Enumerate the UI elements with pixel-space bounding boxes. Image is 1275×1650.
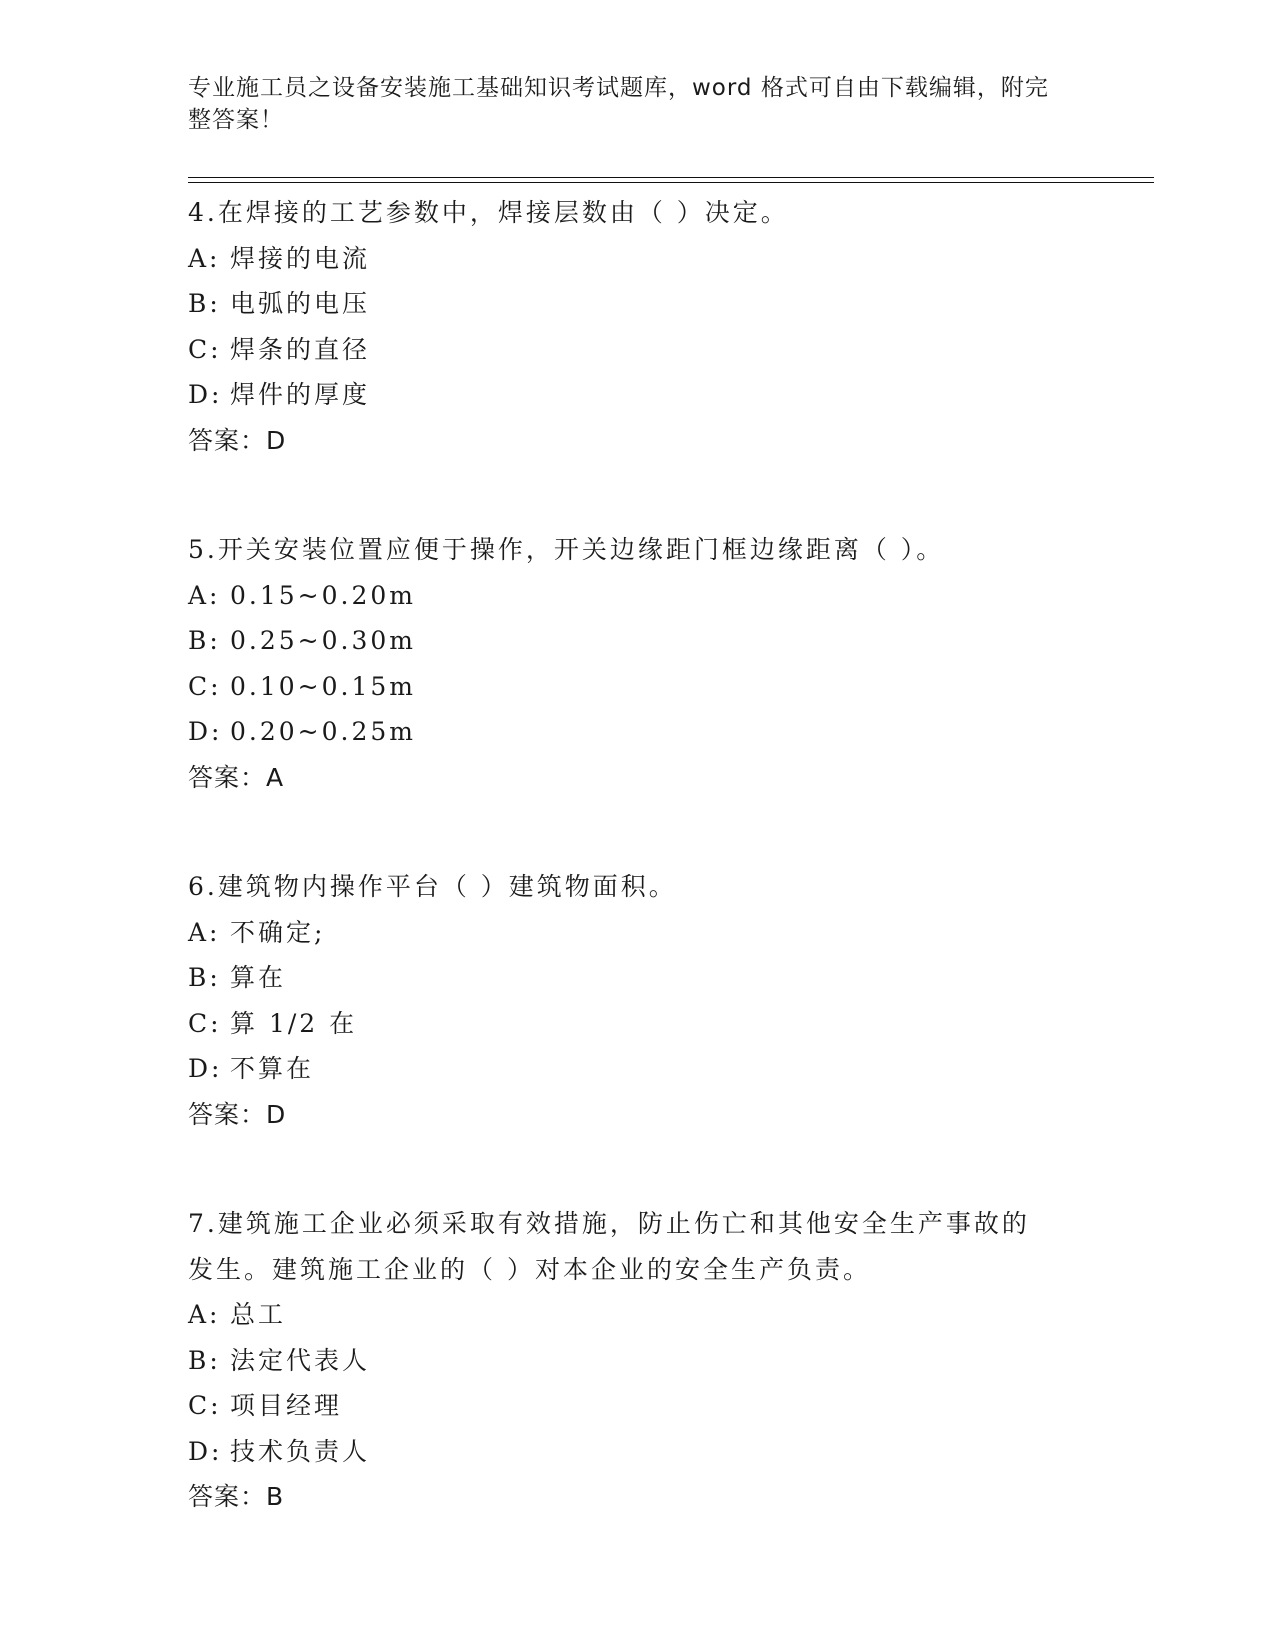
option-key: D:: [188, 1436, 223, 1466]
option-text: 不确定;: [230, 917, 326, 947]
option-key: D:: [188, 380, 223, 409]
option-d: [188, 1429, 1088, 1475]
option-c: [188, 327, 1088, 373]
option-text: 不算在: [230, 1054, 315, 1083]
option-text: 技术负责人: [230, 1436, 371, 1466]
option-key: C:: [188, 1391, 222, 1420]
option-text: 算 1/2 在: [230, 1008, 358, 1038]
answer: 答案：A: [188, 762, 285, 792]
option-key: C:: [188, 671, 222, 701]
option-b: [188, 1338, 1088, 1384]
header-line-2: 整答案！: [188, 107, 284, 133]
option-d: [188, 709, 1088, 755]
header-divider-top: [188, 177, 1154, 178]
option-d: [188, 1046, 1088, 1092]
option-text: 电弧的电压: [230, 289, 371, 318]
question-4: [188, 190, 1088, 463]
option-b: [188, 955, 1088, 1001]
question-stem: [188, 864, 1088, 910]
option-text: 法定代表人: [230, 1345, 371, 1375]
option-text: 焊接的电流: [230, 243, 371, 273]
question-6: [188, 864, 1088, 1137]
question-stem-line: 5.开关安装位置应便于操作，开关边缘距门框边缘距离（ ）。: [188, 535, 945, 564]
option-text: 0.20~0.25m: [230, 717, 416, 746]
option-key: B:: [188, 289, 221, 318]
option-key: A:: [188, 1300, 221, 1329]
option-b: [188, 618, 1088, 664]
option-key: B:: [188, 1345, 221, 1375]
question-stem-line: 发生。建筑施工企业的（ ）对本企业的安全生产负责。: [188, 1254, 871, 1284]
question-list: [188, 190, 1088, 1584]
answer: 答案：D: [188, 1099, 287, 1129]
option-key: A:: [188, 243, 221, 273]
question-stem-line: 7.建筑施工企业必须采取有效措施，防止伤亡和其他安全生产事故的: [188, 1209, 1030, 1238]
answer: 答案：D: [188, 425, 287, 455]
question-5: [188, 527, 1088, 800]
option-key: A:: [188, 917, 221, 947]
option-text: 0.25~0.30m: [230, 626, 416, 655]
question-stem-line: 4.在焊接的工艺参数中，焊接层数由（ ）决定。: [188, 198, 789, 227]
option-key: B:: [188, 626, 221, 655]
option-c: [188, 1383, 1088, 1429]
option-text: 焊件的厚度: [230, 380, 371, 409]
document-header: [188, 72, 1068, 136]
option-a: [188, 910, 1088, 956]
question-stem: [188, 190, 1088, 236]
option-a: [188, 573, 1088, 619]
question-stem-line: 6.建筑物内操作平台（ ）建筑物面积。: [188, 872, 677, 901]
option-key: D:: [188, 1054, 223, 1083]
option-text: 总工: [230, 1300, 287, 1329]
option-key: B:: [188, 963, 221, 992]
option-text: 焊条的直径: [230, 334, 371, 364]
header-line-1: 专业施工员之设备安装施工基础知识考试题库，word 格式可自由下载编辑，附完: [188, 75, 1049, 101]
question-stem: [188, 1201, 1088, 1292]
option-c: [188, 1001, 1088, 1047]
question-7: [188, 1201, 1088, 1520]
header-divider-bottom: [188, 182, 1154, 183]
option-key: A:: [188, 580, 221, 610]
answer: 答案：B: [188, 1482, 285, 1511]
option-text: 算在: [230, 963, 287, 992]
option-key: C:: [188, 334, 222, 364]
option-text: 0.10~0.15m: [230, 671, 416, 701]
option-key: D:: [188, 717, 223, 746]
option-c: [188, 664, 1088, 710]
option-b: [188, 281, 1088, 327]
question-stem: [188, 527, 1088, 573]
option-a: [188, 1292, 1088, 1338]
option-a: [188, 236, 1088, 282]
option-key: C:: [188, 1008, 222, 1038]
option-text: 项目经理: [230, 1391, 343, 1420]
option-d: [188, 372, 1088, 418]
option-text: 0.15~0.20m: [230, 580, 416, 610]
